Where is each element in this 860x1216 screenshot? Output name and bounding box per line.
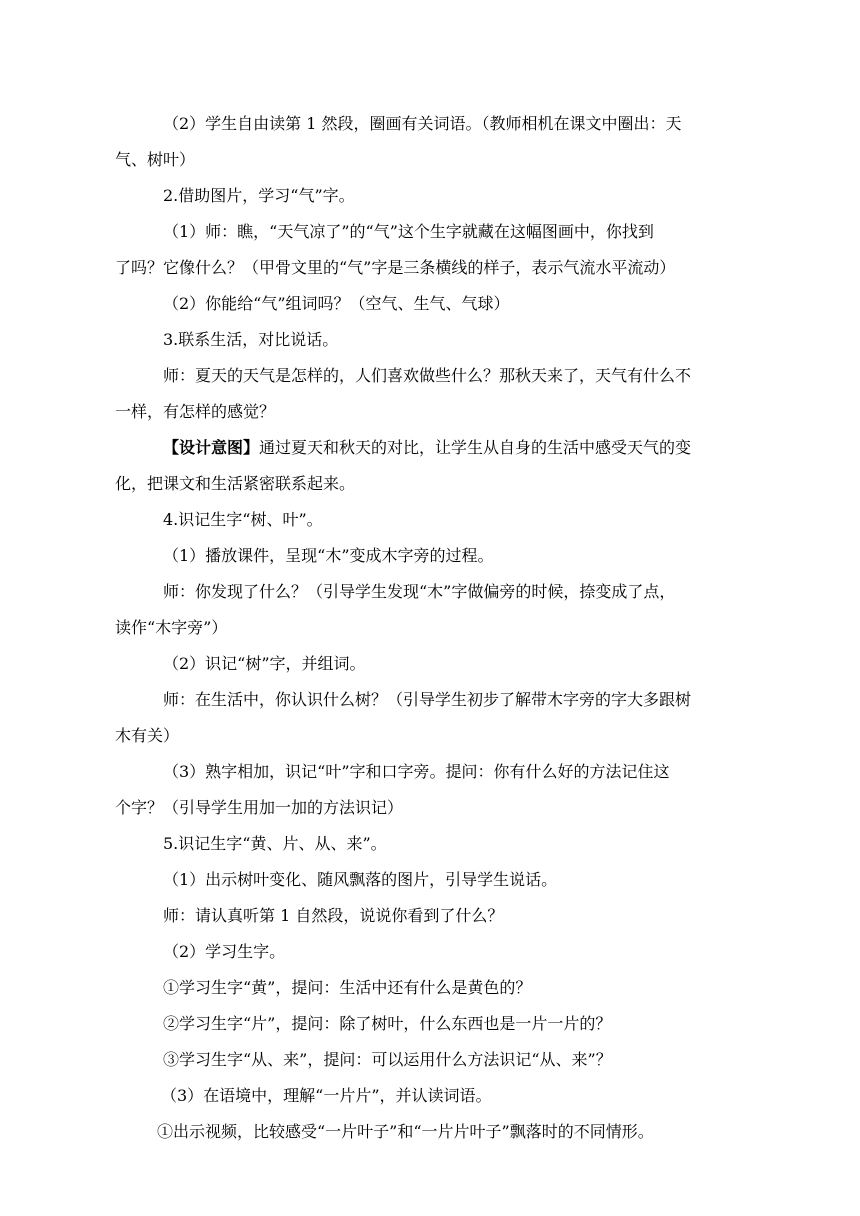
paragraph-4 (115, 286, 740, 322)
text-line: 【设计意图】通过夏天和秋天的对比，让学生从自身的生活中感受天气的变 (163, 438, 692, 457)
paragraph-1 (115, 106, 740, 178)
paragraph-13 (115, 754, 740, 826)
paragraph-2 (115, 178, 740, 214)
paragraph-8 (115, 502, 740, 538)
paragraph-18 (115, 970, 740, 1006)
text-line: （2）识记“树”字，并组词。 (163, 654, 366, 673)
text-line: 木有关） (115, 726, 180, 745)
text-line: ①学习生字“黄”，提问：生活中还有什么是黄色的？ (163, 978, 532, 997)
text-line: ③学习生字“从、来”，提问：可以运用什么方法识记“从、来”？ (163, 1050, 612, 1069)
text-line: ①出示视频，比较感受“一片叶子”和“一片片叶子”飘落时的不同情形。 (157, 1122, 654, 1141)
design-intent-paragraph (115, 430, 740, 502)
text-line: 读作“木字旁”） (115, 618, 228, 637)
text-line: 师：在生活中，你认识什么树？（引导学生初步了解带木字旁的字大多跟树 (163, 690, 692, 709)
text-line: 5.识记生字“黄、片、从、来”。 (163, 834, 387, 853)
text-line: 个字？（引导学生用加一加的方法识记） (115, 798, 404, 817)
paragraph-6 (115, 358, 740, 430)
text-line: 一样，有怎样的感觉？ (115, 402, 276, 421)
text-line: 师：夏天的天气是怎样的，人们喜欢做些什么？那秋天来了，天气有什么不 (163, 366, 692, 385)
paragraph-16 (115, 898, 740, 934)
paragraph-15 (115, 862, 740, 898)
paragraph-20 (115, 1042, 740, 1078)
text-line: 化，把课文和生活紧密联系起来。 (115, 474, 356, 493)
text-line: 2.借助图片，学习“气”字。 (163, 186, 355, 205)
text-line: 4.识记生字“树、叶”。 (163, 510, 323, 529)
text-line: （1）出示树叶变化、随风飘落的图片，引导学生说话。 (163, 870, 558, 889)
text-line: 气、树叶） (115, 150, 196, 169)
paragraph-5 (115, 322, 740, 358)
design-intent-label: 【设计意图】 (163, 438, 260, 457)
text-line: （1）师：瞧，“天气凉了”的“气”这个生字就藏在这幅图画中，你找到 (163, 222, 654, 241)
paragraph-9 (115, 538, 740, 574)
text-line: （2）你能给“气”组词吗？（空气、生气、气球） (163, 294, 510, 313)
text-line: （3）在语境中，理解“一片片”，并认读词语。 (161, 1086, 492, 1105)
text-line: ②学习生字“片”，提问：除了树叶，什么东西也是一片一片的？ (163, 1014, 612, 1033)
text-line: 师：请认真听第 1 自然段，说说你看到了什么？ (163, 906, 504, 925)
paragraph-21 (115, 1078, 740, 1114)
text-line: （3）熟字相加，识记“叶”字和口字旁。提问：你有什么好的方法记住这 (163, 762, 670, 781)
text-line: （1）播放课件，呈现“木”变成木字旁的过程。 (163, 546, 494, 565)
text-line: （2）学习生字。 (163, 942, 286, 961)
paragraph-11 (115, 646, 740, 682)
text-line: （2）学生自由读第 1 然段，圈画有关词语。（教师相机在课文中圈出：天 (163, 114, 682, 133)
paragraph-17 (115, 934, 740, 970)
paragraph-10 (115, 574, 740, 646)
text-line: 了吗？它像什么？（甲骨文里的“气”字是三条横线的样子，表示气流水平流动） (115, 258, 676, 277)
text-line: 师：你发现了什么？（引导学生发现“木”字做偏旁的时候，捺变成了点， (163, 582, 676, 601)
paragraph-3 (115, 214, 740, 286)
paragraph-22 (115, 1114, 740, 1150)
paragraph-12 (115, 682, 740, 754)
paragraph-19 (115, 1006, 740, 1042)
paragraph-14 (115, 826, 740, 862)
text-line: 3.联系生活，对比说话。 (163, 330, 339, 349)
